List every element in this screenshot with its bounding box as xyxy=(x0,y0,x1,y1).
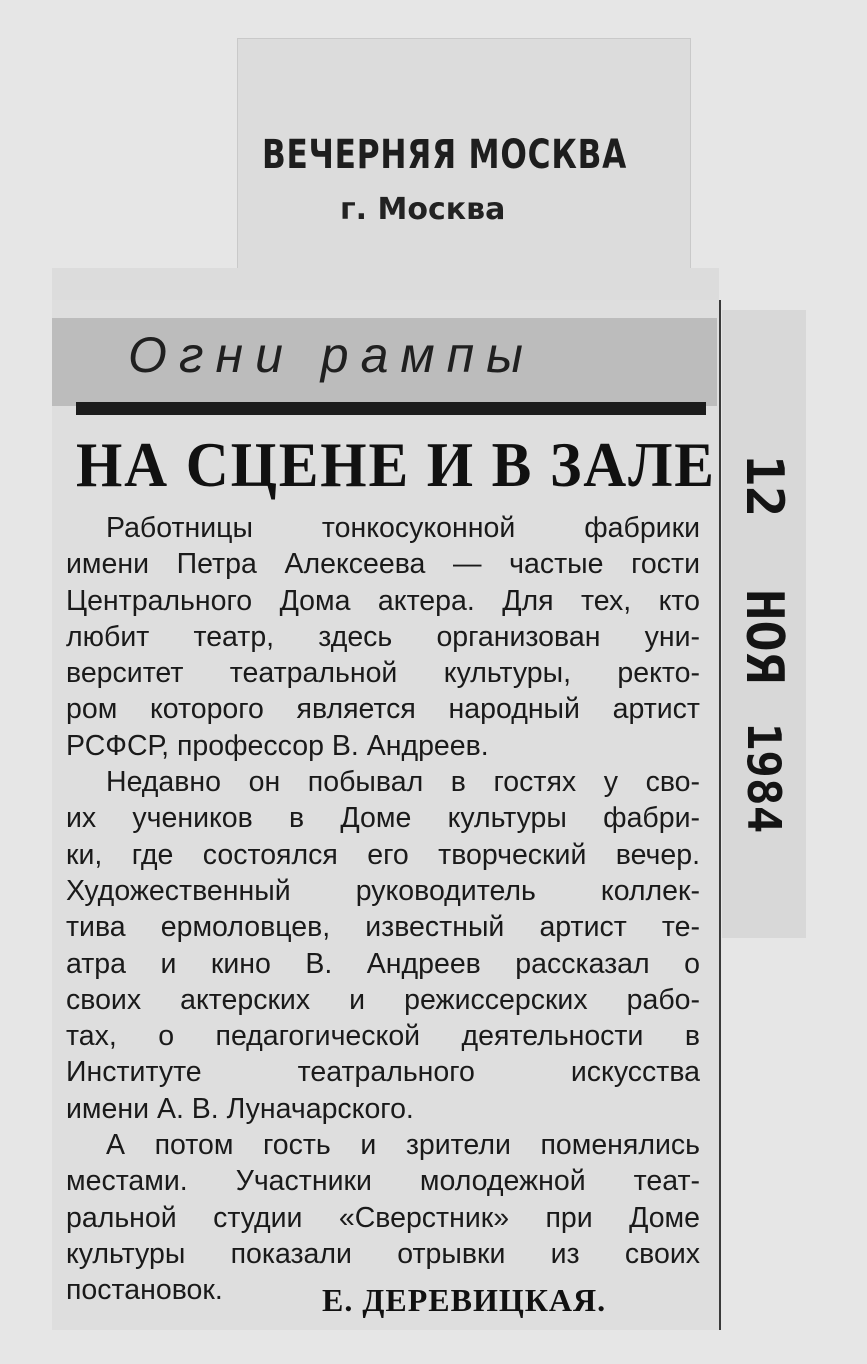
article-line: ки, где состоялся его творческий вечер. xyxy=(66,838,700,871)
article-line: ральной студии «Сверстник» при Доме xyxy=(66,1201,700,1234)
date-stamp-year: 1984 xyxy=(737,722,791,834)
author-byline: Е. ДЕРЕВИЦКАЯ. xyxy=(322,1282,607,1318)
article-line: РСФСР, профессор В. Андреев. xyxy=(66,729,489,762)
article-line: Институте театрального искусства xyxy=(66,1056,700,1089)
article-line: имени А. В. Луначарского. xyxy=(66,1092,414,1125)
date-stamp-day: 12 xyxy=(734,454,794,518)
article-line: местами. Участники молодежной теат- xyxy=(66,1165,700,1198)
article-line: тах, о педагогической деятельности в xyxy=(66,1020,700,1053)
date-stamp-month: НОЯ xyxy=(734,589,794,683)
article-line: постановок. xyxy=(66,1274,223,1307)
article-line: ром которого является народный артист xyxy=(66,693,700,726)
article-line: А потом гость и зрители поменялись xyxy=(106,1129,700,1162)
article-line: своих актерских и режиссерских рабо- xyxy=(66,983,700,1016)
article-line: любит театр, здесь организован уни- xyxy=(66,620,700,653)
article-line: Недавно он побывал в гостях у сво- xyxy=(106,766,700,799)
article-line: Центрального Дома актера. Для тех, кто xyxy=(66,584,700,617)
article-line: верситет театральной культуры, ректо- xyxy=(66,657,700,690)
date-stamp xyxy=(712,446,816,846)
rubric-title: Огни рампы xyxy=(128,327,535,383)
article-line: атра и кино В. Андреев рассказал о xyxy=(66,947,700,980)
newspaper-stamp: ВЕЧЕРНЯЯ МОСКВА xyxy=(262,132,628,178)
article-line: имени Петра Алексеева — частые гости xyxy=(66,548,700,581)
article-headline: НА СЦЕНЕ И В ЗАЛЕ xyxy=(76,429,716,500)
rubric-rule xyxy=(76,402,706,415)
article-line: Работницы тонкосуконной фабрики xyxy=(106,512,700,544)
article-line: тива ермоловцев, известный артист те- xyxy=(66,911,700,944)
article-line: культуры показали отрывки из своих xyxy=(66,1237,700,1270)
article-body xyxy=(66,510,700,1309)
article-line: их учеников в Доме культуры фабри- xyxy=(66,802,700,835)
article-line: Художественный руководитель коллек- xyxy=(66,874,700,907)
city-stamp: г. Москва xyxy=(340,192,506,227)
